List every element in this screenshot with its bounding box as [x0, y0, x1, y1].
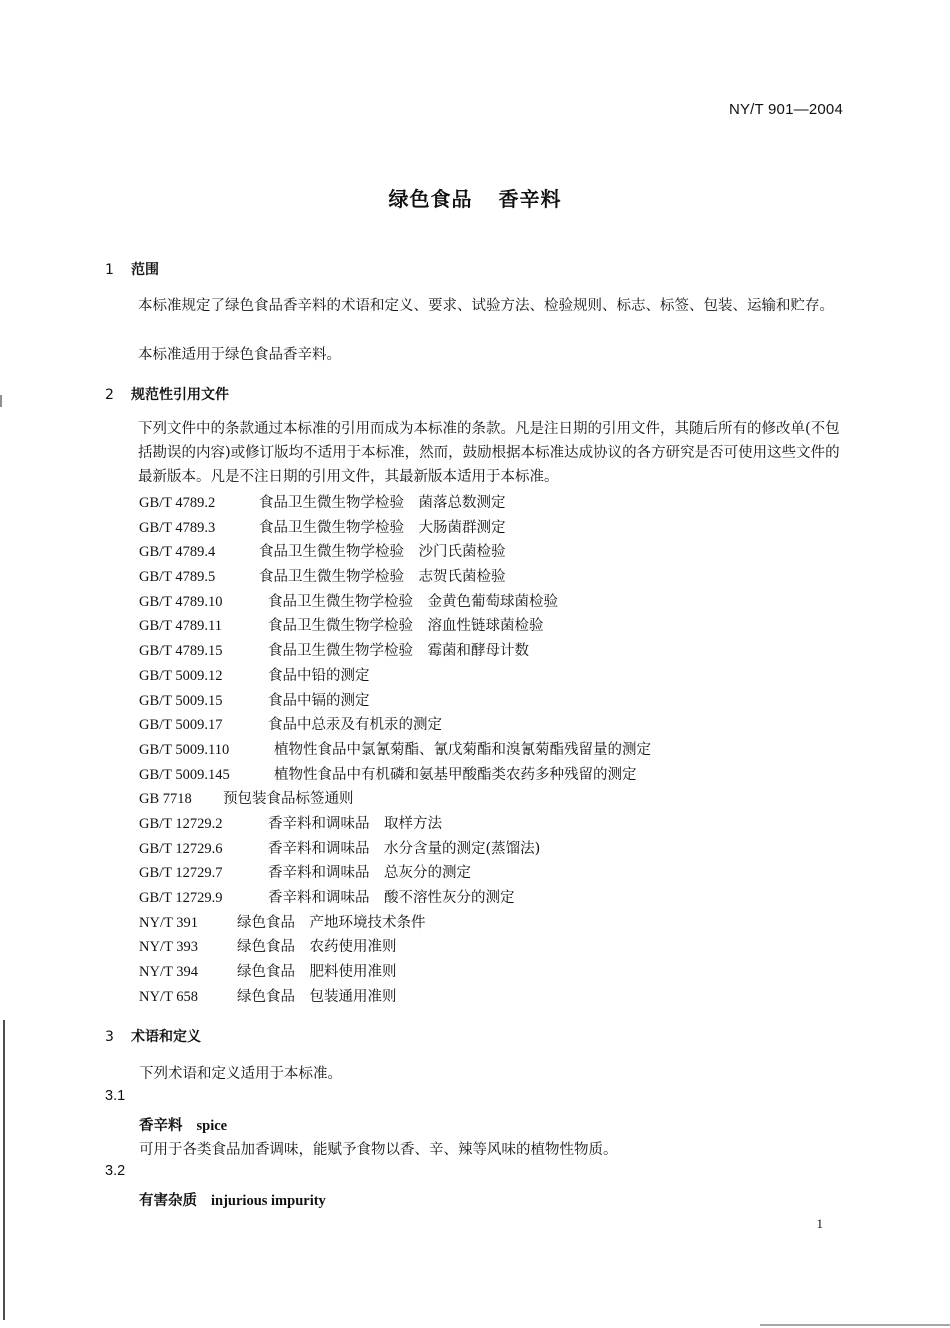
- term-zh: 香辛料: [139, 1117, 183, 1134]
- section-title: 范围: [131, 262, 159, 278]
- term-3-1-definition: 可用于各类食品加香调味，能赋予食物以香、辛、辣等风味的植物性物质。: [139, 1142, 618, 1158]
- reference-item: [139, 911, 651, 936]
- reference-code: GB/T 4789.5: [139, 569, 216, 586]
- reference-item: [139, 886, 651, 911]
- reference-title: 香辛料和调味品 取样方法: [268, 815, 442, 832]
- section-number: 1: [105, 262, 114, 278]
- title-part-1: 绿色食品: [388, 187, 473, 211]
- reference-title: 绿色食品 肥料使用准则: [237, 964, 397, 981]
- title-part-2: 香辛料: [498, 187, 562, 211]
- reference-code: GB/T 12729.6: [139, 840, 223, 857]
- reference-code: GB/T 12729.2: [139, 815, 223, 832]
- reference-item: [139, 491, 651, 516]
- term-en: spice: [196, 1118, 228, 1134]
- reference-title: 食品卫生微生物学检验 菌落总数测定: [259, 495, 506, 511]
- section-2-heading: [105, 384, 229, 404]
- reference-item: [139, 664, 651, 689]
- reference-title: 食品卫生微生物学检验 志贺氏菌检验: [259, 569, 506, 586]
- reference-title: 预包装食品标签通则: [223, 791, 354, 808]
- term-en: injurious impurity: [211, 1193, 326, 1209]
- reference-item: [139, 713, 651, 738]
- section-1-heading: [105, 259, 159, 279]
- reference-code: NY/T 394: [139, 964, 198, 981]
- term-zh: 有害杂质: [139, 1192, 197, 1209]
- reference-item: [139, 614, 651, 639]
- reference-code: GB/T 4789.4: [139, 544, 216, 561]
- reference-code: NY/T 658: [139, 988, 198, 1005]
- reference-title: 香辛料和调味品 酸不溶性灰分的测定: [268, 890, 515, 906]
- scope-paragraph-2: 本标准适用于绿色食品香辛料。: [138, 347, 341, 363]
- reference-title: 植物性食品中氯氰菊酯、氰戊菊酯和溴氰菊酯残留量的测定: [274, 741, 651, 758]
- reference-item: [139, 812, 651, 837]
- reference-title: 绿色食品 农药使用准则: [237, 939, 397, 956]
- reference-item: [139, 787, 651, 812]
- reference-title: 绿色食品 包装通用准则: [237, 988, 397, 1005]
- section-number: 3: [105, 1029, 114, 1045]
- scope-paragraph-1: 本标准规定了绿色食品香辛料的术语和定义、要求、试验方法、检验规则、标志、标签、包装、运输和贮存。: [138, 298, 834, 314]
- reference-item: [139, 689, 651, 714]
- reference-title: 食品中镉的测定: [268, 692, 370, 709]
- reference-title: 食品卫生微生物学检验 金黄色葡萄球菌检验: [268, 593, 558, 610]
- reference-title: 食品卫生微生物学检验 溶血性链球菌检验: [268, 618, 544, 635]
- reference-code: GB/T 5009.15: [139, 692, 223, 709]
- term-3-1-title: [139, 1114, 227, 1135]
- reference-title: 香辛料和调味品 水分含量的测定(蒸馏法): [268, 840, 541, 857]
- reference-item: [139, 540, 651, 565]
- reference-code: GB/T 4789.2: [139, 495, 216, 511]
- reference-code: GB 7718: [139, 791, 192, 808]
- reference-title: 食品卫生微生物学检验 霉菌和酵母计数: [268, 643, 529, 660]
- reference-item: [139, 516, 651, 541]
- reference-code: NY/T 391: [139, 914, 198, 931]
- reference-code: GB/T 5009.145: [139, 766, 230, 783]
- references-intro: 下列文件中的条款通过本标准的引用而成为本标准的条款。凡是注日期的引用文件，其随后所有的修改单(不包括勘误的内容)或修订版均不适用于本标准，然而，鼓励根据本标准达成协议的各方研究是否可使用这些文件的最新版本。凡是不注日期的引用文件，其最新版本适用于本标准。: [138, 421, 840, 485]
- reference-item: [139, 639, 651, 664]
- section-3-heading: [105, 1026, 201, 1046]
- reference-code: GB/T 5009.12: [139, 667, 223, 684]
- reference-code: GB/T 4789.11: [139, 618, 222, 635]
- section-number: 2: [105, 387, 114, 403]
- reference-code: GB/T 5009.17: [139, 717, 223, 734]
- section-title: 规范性引用文件: [131, 387, 229, 403]
- reference-item: [139, 985, 651, 1010]
- reference-title: 绿色食品 产地环境技术条件: [237, 914, 426, 931]
- reference-code: GB/T 4789.3: [139, 519, 216, 536]
- reference-title: 食品中总汞及有机汞的测定: [268, 717, 442, 734]
- reference-title: 食品卫生微生物学检验 大肠菌群测定: [259, 519, 506, 536]
- scan-edge-mark: [760, 1324, 950, 1326]
- reference-item: [139, 565, 651, 590]
- page-number: 1: [816, 1216, 823, 1231]
- document-title: [0, 183, 950, 212]
- term-3-2-title: [139, 1189, 326, 1210]
- reference-code: GB/T 12729.7: [139, 865, 223, 882]
- term-3-2-number: 3.2: [105, 1163, 126, 1179]
- reference-item: [139, 960, 651, 985]
- reference-title: 食品中铅的测定: [268, 667, 370, 684]
- standard-number: NY/T 901—2004: [728, 101, 843, 118]
- reference-code: GB/T 4789.15: [139, 643, 223, 660]
- section-title: 术语和定义: [131, 1029, 201, 1045]
- reference-code: GB/T 4789.10: [139, 593, 223, 610]
- reference-item: [139, 837, 651, 862]
- reference-code: GB/T 5009.110: [139, 741, 230, 758]
- scan-edge-mark: [3, 1020, 5, 1320]
- term-3-1-number: 3.1: [105, 1088, 126, 1104]
- reference-item: [139, 861, 651, 886]
- reference-item: [139, 590, 651, 615]
- reference-code: GB/T 12729.9: [139, 890, 223, 906]
- terms-intro: 下列术语和定义适用于本标准。: [139, 1066, 342, 1082]
- reference-title: 香辛料和调味品 总灰分的测定: [268, 865, 471, 882]
- reference-list: [139, 491, 651, 1009]
- reference-item: [139, 738, 651, 763]
- reference-title: 食品卫生微生物学检验 沙门氏菌检验: [259, 544, 506, 561]
- reference-item: [139, 763, 651, 788]
- reference-item: [139, 935, 651, 960]
- reference-code: NY/T 393: [139, 939, 198, 956]
- scan-edge-mark: [0, 395, 2, 407]
- reference-title: 植物性食品中有机磷和氨基甲酸酯类农药多种残留的测定: [274, 766, 637, 783]
